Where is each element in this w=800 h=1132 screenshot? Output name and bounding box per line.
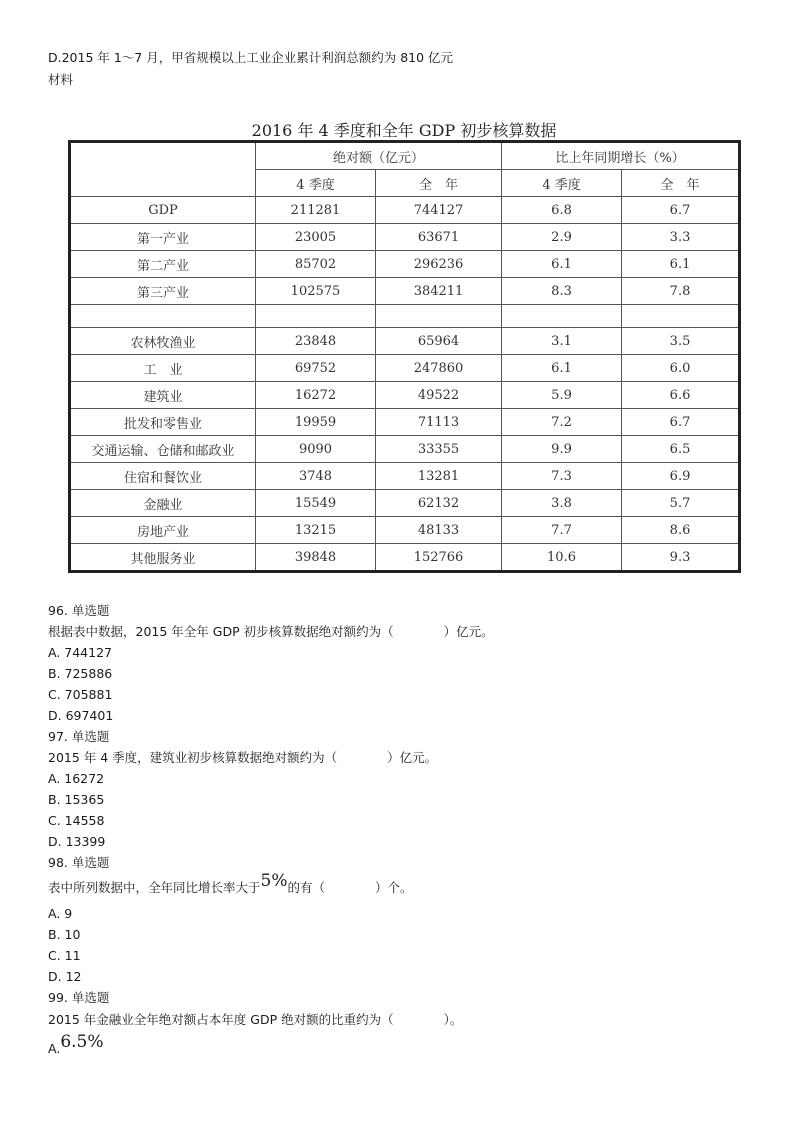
cell-year-absolute: 247860	[376, 355, 502, 382]
q97-option-c[interactable]: C. 14558	[48, 813, 105, 828]
q98-option-a[interactable]: A. 9	[48, 906, 73, 921]
cell-row-label: 第三产业	[70, 278, 256, 305]
empty-cell	[502, 305, 622, 328]
cell-q4-growth: 2.9	[502, 224, 622, 251]
empty-corner-cell	[70, 142, 256, 197]
q99-stem: 2015 年金融业全年绝对额占本年度 GDP 绝对额的比重约为（ ）。	[48, 1012, 463, 1027]
cell-row-label: 农林牧渔业	[70, 328, 256, 355]
table-row	[70, 382, 740, 409]
q98-option-b[interactable]: B. 10	[48, 927, 81, 942]
cell-q4-absolute: 23005	[256, 224, 376, 251]
q97-option-a[interactable]: A. 16272	[48, 771, 105, 786]
table-row	[70, 328, 740, 355]
cell-row-label: 批发和零售业	[70, 409, 256, 436]
subheader-year-growth: 全 年	[622, 170, 740, 197]
cell-year-growth: 3.5	[622, 328, 740, 355]
table-row	[70, 355, 740, 382]
q97-header: 97. 单选题	[48, 729, 110, 744]
cell-row-label: 第二产业	[70, 251, 256, 278]
table-row	[70, 197, 740, 224]
cell-year-growth: 3.3	[622, 224, 740, 251]
cell-year-growth: 6.9	[622, 463, 740, 490]
cell-year-growth: 6.7	[622, 197, 740, 224]
q96-option-d[interactable]: D. 697401	[48, 708, 114, 723]
q98-header: 98. 单选题	[48, 855, 110, 870]
q99-header: 99. 单选题	[48, 990, 110, 1005]
cell-year-growth: 6.5	[622, 436, 740, 463]
cell-q4-growth: 7.2	[502, 409, 622, 436]
cell-q4-growth: 6.8	[502, 197, 622, 224]
group-header-absolute: 绝对额（亿元）	[256, 142, 502, 170]
cell-year-absolute: 33355	[376, 436, 502, 463]
cell-year-absolute: 384211	[376, 278, 502, 305]
q96-header: 96. 单选题	[48, 603, 110, 618]
cell-q4-absolute: 69752	[256, 355, 376, 382]
table-title: 2016 年 4 季度和全年 GDP 初步核算数据	[251, 121, 557, 140]
cell-year-absolute: 49522	[376, 382, 502, 409]
cell-q4-absolute: 16272	[256, 382, 376, 409]
cell-year-absolute: 13281	[376, 463, 502, 490]
cell-row-label: 建筑业	[70, 382, 256, 409]
cell-year-absolute: 744127	[376, 197, 502, 224]
q99-option-a-value: 6.5%	[60, 1032, 104, 1052]
subheader-year-abs: 全 年	[376, 170, 502, 197]
q99-option-a[interactable]	[48, 1032, 104, 1056]
q98-stem-value: 5%	[260, 871, 288, 891]
cell-q4-growth: 7.7	[502, 517, 622, 544]
q98-stem	[48, 871, 413, 896]
q97-stem: 2015 年 4 季度，建筑业初步核算数据绝对额约为（ ）亿元。	[48, 750, 438, 765]
cell-q4-growth: 9.9	[502, 436, 622, 463]
table-row	[70, 463, 740, 490]
q99-option-a-prefix: A.	[48, 1041, 61, 1056]
cell-year-growth: 9.3	[622, 544, 740, 572]
cell-year-absolute: 152766	[376, 544, 502, 572]
q98-option-d[interactable]: D. 12	[48, 969, 82, 984]
cell-year-growth: 6.0	[622, 355, 740, 382]
gdp-table-container	[68, 140, 738, 572]
cell-year-absolute: 296236	[376, 251, 502, 278]
cell-year-growth: 8.6	[622, 517, 740, 544]
subheader-q4-abs: 4 季度	[256, 170, 376, 197]
q96-option-a[interactable]: A. 744127	[48, 645, 112, 660]
cell-q4-absolute: 13215	[256, 517, 376, 544]
empty-cell	[376, 305, 502, 328]
cell-year-absolute: 65964	[376, 328, 502, 355]
cell-q4-absolute: 9090	[256, 436, 376, 463]
empty-cell	[256, 305, 376, 328]
cell-row-label: 房地产业	[70, 517, 256, 544]
cell-q4-growth: 10.6	[502, 544, 622, 572]
cell-q4-growth: 3.1	[502, 328, 622, 355]
table-row	[70, 436, 740, 463]
table-row	[70, 517, 740, 544]
table-row	[70, 278, 740, 305]
cell-q4-absolute: 23848	[256, 328, 376, 355]
cell-year-growth: 7.8	[622, 278, 740, 305]
cell-q4-growth: 6.1	[502, 251, 622, 278]
q96-option-c[interactable]: C. 705881	[48, 687, 113, 702]
cell-q4-growth: 8.3	[502, 278, 622, 305]
cell-q4-absolute: 19959	[256, 409, 376, 436]
cell-q4-absolute: 211281	[256, 197, 376, 224]
cell-q4-absolute: 85702	[256, 251, 376, 278]
cell-row-label: 工 业	[70, 355, 256, 382]
table-row	[70, 224, 740, 251]
cell-year-growth: 6.6	[622, 382, 740, 409]
table-row	[70, 251, 740, 278]
cell-q4-growth: 6.1	[502, 355, 622, 382]
cell-row-label: GDP	[70, 197, 256, 224]
cell-row-label: 交通运输、仓储和邮政业	[70, 436, 256, 463]
empty-cell	[622, 305, 740, 328]
table-row	[70, 490, 740, 517]
q96-stem: 根据表中数据，2015 年全年 GDP 初步核算数据绝对额约为（ ）亿元。	[48, 624, 494, 639]
cell-year-absolute: 63671	[376, 224, 502, 251]
material-label: 材料	[48, 72, 74, 87]
q97-option-d[interactable]: D. 13399	[48, 834, 106, 849]
subheader-q4-growth: 4 季度	[502, 170, 622, 197]
cell-year-growth: 6.7	[622, 409, 740, 436]
cell-row-label: 其他服务业	[70, 544, 256, 572]
q98-stem-before: 表中所列数据中，全年同比增长率大于	[48, 880, 261, 895]
cell-q4-absolute: 102575	[256, 278, 376, 305]
cell-q4-growth: 5.9	[502, 382, 622, 409]
cell-q4-absolute: 3748	[256, 463, 376, 490]
cell-year-growth: 5.7	[622, 490, 740, 517]
table-header-row	[70, 142, 740, 170]
empty-cell	[70, 305, 256, 328]
q98-option-c[interactable]: C. 11	[48, 948, 81, 963]
cell-year-absolute: 71113	[376, 409, 502, 436]
cell-row-label: 住宿和餐饮业	[70, 463, 256, 490]
q96-option-b[interactable]: B. 725886	[48, 666, 113, 681]
q98-stem-after: 的有（ ）个。	[287, 880, 413, 895]
table-row	[70, 544, 740, 572]
cell-q4-absolute: 15549	[256, 490, 376, 517]
separator-row	[70, 305, 740, 328]
group-header-growth: 比上年同期增长（%）	[502, 142, 740, 170]
cell-q4-absolute: 39848	[256, 544, 376, 572]
cell-row-label: 金融业	[70, 490, 256, 517]
cell-year-absolute: 48133	[376, 517, 502, 544]
previous-option-d: D.2015 年 1～7 月，甲省规模以上工业企业累计利润总额约为 810 亿元	[48, 50, 454, 65]
cell-year-absolute: 62132	[376, 490, 502, 517]
cell-q4-growth: 3.8	[502, 490, 622, 517]
q97-option-b[interactable]: B. 15365	[48, 792, 105, 807]
gdp-table	[68, 140, 741, 573]
table-row	[70, 409, 740, 436]
cell-row-label: 第一产业	[70, 224, 256, 251]
cell-q4-growth: 7.3	[502, 463, 622, 490]
cell-year-growth: 6.1	[622, 251, 740, 278]
